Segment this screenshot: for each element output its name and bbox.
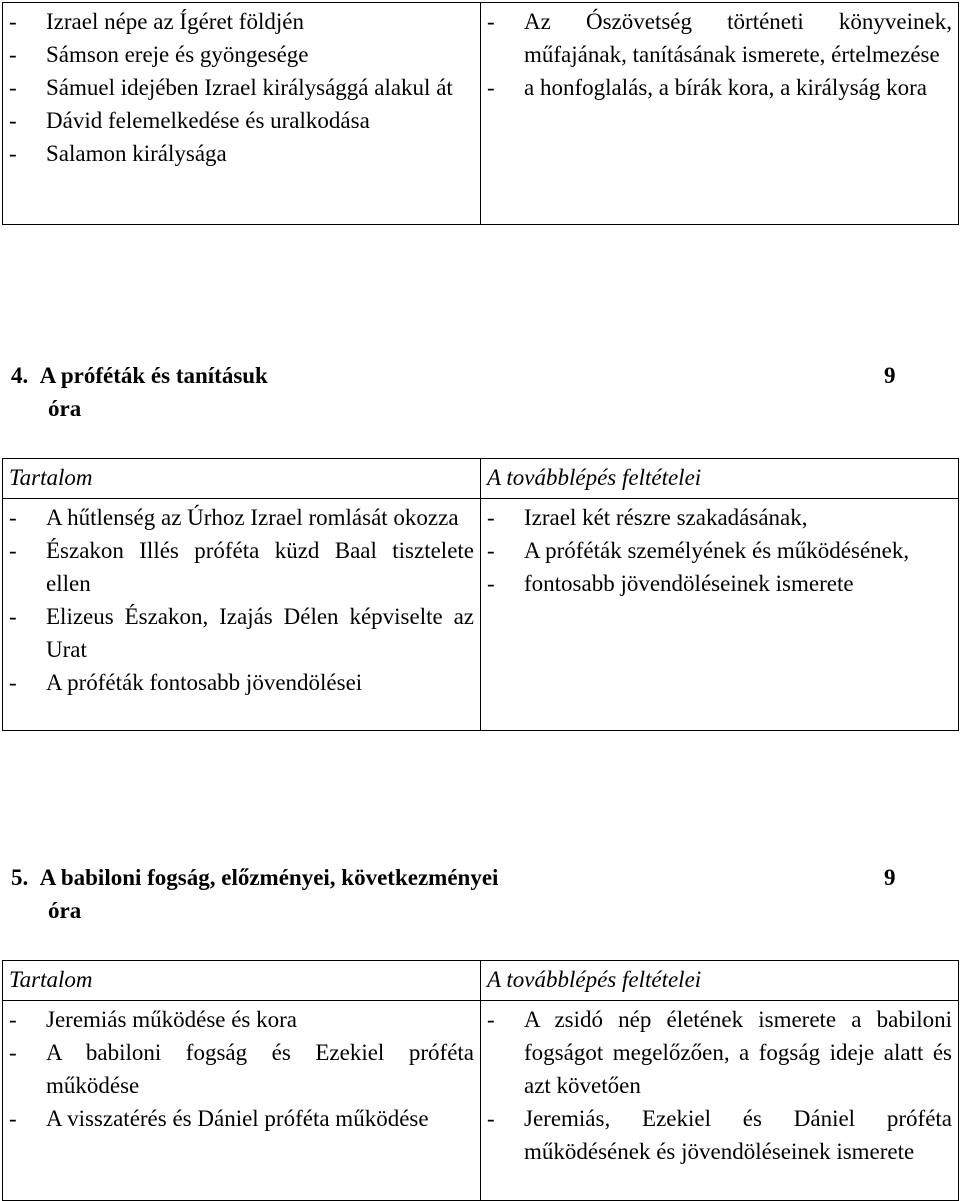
list-item: - A visszatérés és Dániel próféta működése <box>9 1106 429 1131</box>
list-item: - Salamon királysága <box>9 141 227 166</box>
section4-right-cell <box>481 499 959 731</box>
list-item: - fontosabb jövendöléseinek ismerete <box>487 571 854 596</box>
section5-right-cell <box>481 1001 959 1201</box>
list-item: - A próféták fontosabb jövendölései <box>9 670 363 695</box>
list-item: - Izrael népe az Ígéret földjén <box>9 9 304 34</box>
section5-title <box>11 861 498 894</box>
section5-left-cell <box>3 1001 481 1201</box>
list-item: - Izrael két részre szakadásának, <box>487 505 808 530</box>
section5-hours: 9 <box>884 865 896 890</box>
list-item: - Sámuel idejében Izrael királysággá alakul át <box>9 75 453 100</box>
section4-number: 4. <box>11 363 29 388</box>
list-item: - Északon Illés próféta küzd Baal tisztelete ellen <box>9 538 474 596</box>
list-item: - Az Ószövetség történeti könyveinek, műfajának, tanításának ismerete, értelmezése <box>487 9 952 67</box>
list-item: - A próféták személyének és működésének, <box>487 538 910 563</box>
top-right-cell <box>481 3 959 225</box>
list-item: - A babiloni fogság és Ezekiel próféta működése <box>9 1040 474 1098</box>
list-item: - A hűtlenség az Úrhoz Izrael romlását okozza <box>9 505 459 530</box>
section5-unit: óra <box>48 898 82 923</box>
section4-title <box>11 359 268 392</box>
list-item: - a honfoglalás, a bírák kora, a királyság kora <box>487 75 927 100</box>
list-item: - Dávid felemelkedése és uralkodása <box>9 108 370 133</box>
list-item: - Jeremiás, Ezekiel és Dániel próféta működésének és jövendöléseinek ismerete <box>487 1106 952 1164</box>
list-item: - Sámson ereje és gyöngesége <box>9 42 309 67</box>
top-left-cell <box>3 3 481 225</box>
section4-hours: 9 <box>884 363 896 388</box>
section5-right-header: A továbblépés feltételei <box>481 961 959 1001</box>
section4-right-header: A továbblépés feltételei <box>481 459 959 499</box>
section5-number: 5. <box>11 865 29 890</box>
section5-table <box>2 960 959 1201</box>
section4-table <box>2 458 959 731</box>
list-item: - A zsidó nép életének ismerete a babiloni fogságot megelőzően, a fogság ideje alatt és azt követően <box>487 1007 952 1098</box>
list-item: - Jeremiás működése és kora <box>9 1007 298 1032</box>
section5-title-text: A babiloni fogság, előzményei, következményei <box>39 865 499 890</box>
list-item: - Elizeus Északon, Izajás Délen képviselte az Urat <box>9 604 474 662</box>
section5-left-header: Tartalom <box>3 961 481 1001</box>
section4-left-header: Tartalom <box>3 459 481 499</box>
section4-left-cell <box>3 499 481 731</box>
section4-title-text: A próféták és tanításuk <box>39 363 268 388</box>
top-table <box>2 2 959 225</box>
section4-unit: óra <box>48 396 82 421</box>
